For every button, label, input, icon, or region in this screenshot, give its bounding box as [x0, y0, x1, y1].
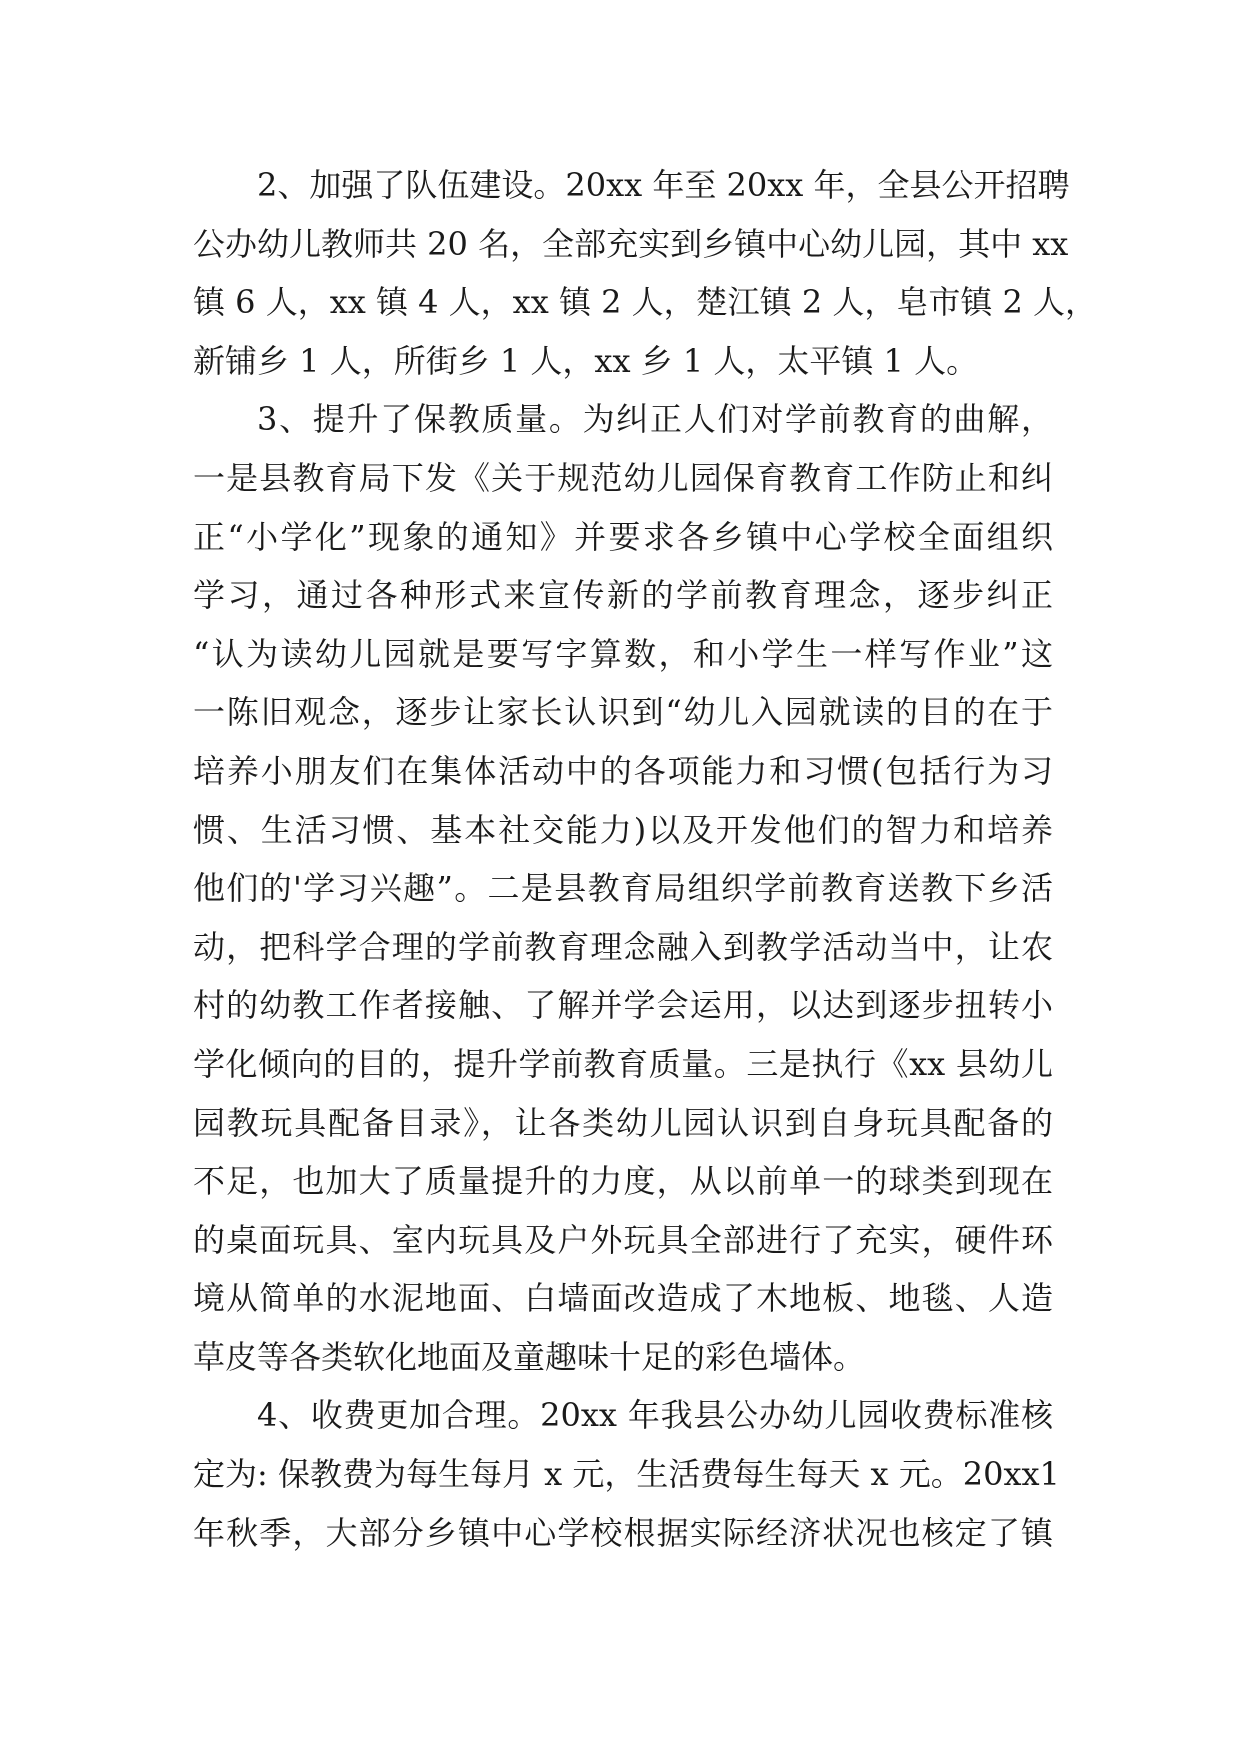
text-line: 他们的'学习兴趣”。二是县教育局组织学前教育送教下乡活: [193, 869, 1053, 908]
paragraph-care-quality: [193, 390, 1053, 1386]
text-line: 一是县教育局下发《关于规范幼儿园保育教育工作防止和纠: [193, 458, 1053, 497]
text-line: 村的幼教工作者接触、了解并学会运用，以达到逐步扭转小: [193, 986, 1053, 1025]
text-line: 动，把科学合理的学前教育理念融入到教学活动当中，让农: [193, 927, 1053, 966]
text-line: 镇 6 人，xx 镇 4 人，xx 镇 2 人，楚江镇 2 人，皂市镇 2 人，: [193, 283, 1098, 322]
text-line: 境从简单的水泥地面、白墙面改造成了木地板、地毯、人造: [193, 1279, 1053, 1318]
text-line: 正“小学化”现象的通知》并要求各乡镇中心学校全面组织: [193, 517, 1053, 556]
paragraph-team-building: [193, 156, 1098, 390]
text-line: “认为读幼儿园就是要写字算数，和小学生一样写作业”这: [193, 634, 1053, 673]
text-line: 不足，也加大了质量提升的力度，从以前单一的球类到现在: [193, 1162, 1053, 1201]
text-line: 新铺乡 1 人，所街乡 1 人，xx 乡 1 人，太平镇 1 人。: [193, 341, 979, 380]
paragraph-fees: [193, 1386, 1060, 1562]
text-line: 的桌面玩具、室内玩具及户外玩具全部进行了充实，硬件环: [193, 1220, 1053, 1259]
text-line: 学化倾向的目的，提升学前教育质量。三是执行《xx 县幼儿: [193, 1044, 1053, 1083]
text-line: 惯、生活习惯、基本社交能力)以及开发他们的智力和培养: [193, 810, 1053, 849]
text-line: 公办幼儿教师共 20 名，全部充实到乡镇中心幼儿园，其中 xx: [193, 224, 1069, 263]
text-line: 年秋季，大部分乡镇中心学校根据实际经济状况也核定了镇: [193, 1513, 1053, 1552]
text-line: 草皮等各类软化地面及童趣味十足的彩色墙体。: [193, 1337, 866, 1376]
text-line: 园教玩具配备目录》，让各类幼儿园认识到自身玩具配备的: [193, 1103, 1053, 1142]
text-line: 3、提升了保教质量。为纠正人们对学前教育的曲解，: [257, 400, 1053, 439]
text-line: 学习，通过各种形式来宣传新的学前教育理念，逐步纠正: [193, 576, 1053, 615]
text-line: 2、加强了队伍建设。20xx 年至 20xx 年，全县公开招聘: [257, 166, 1070, 204]
text-line: 定为: 保教费为每生每月 x 元，生活费每生每天 x 元。20xx1: [193, 1455, 1060, 1494]
document-body: [193, 156, 1098, 1562]
text-line: 培养小朋友们在集体活动中的各项能力和习惯(包括行为习: [193, 751, 1053, 790]
text-line: 一陈旧观念，逐步让家长认识到“幼儿入园就读的目的在于: [193, 693, 1053, 732]
text-line: 4、收费更加合理。20xx 年我县公办幼儿园收费标准核: [257, 1396, 1053, 1435]
